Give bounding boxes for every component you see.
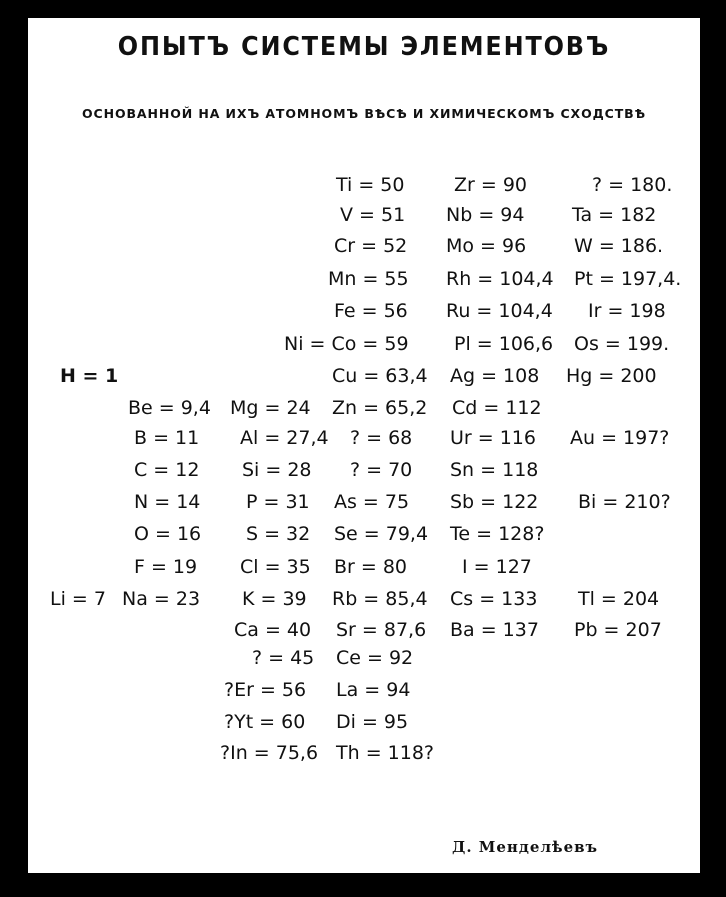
element-entry: Cr = 52 <box>334 235 408 257</box>
element-entry: Sb = 122 <box>450 491 539 513</box>
element-entry: Tl = 204 <box>578 588 660 610</box>
element-entry: H = 1 <box>60 365 119 387</box>
element-entry: Ru = 104,4 <box>446 300 553 322</box>
element-entry: P = 31 <box>246 491 310 513</box>
document-page <box>28 18 700 873</box>
element-entry: O = 16 <box>134 523 202 545</box>
element-entry: I = 127 <box>462 556 532 578</box>
signature: Д. Менделѣевъ <box>452 838 599 856</box>
element-entry: ?Yt = 60 <box>224 711 306 733</box>
document-title: ОПЫТЪ СИСТЕМЫ ЭЛЕМЕНТОВЪ <box>117 32 611 62</box>
element-entry: Ir = 198 <box>588 300 666 322</box>
element-entry: Se = 79,4 <box>334 523 429 545</box>
element-entry: La = 94 <box>336 679 411 701</box>
element-entry: F = 19 <box>134 556 198 578</box>
element-entry: Ba = 137 <box>450 619 539 641</box>
element-entry: Hg = 200 <box>566 365 657 387</box>
element-entry: Te = 128? <box>450 523 545 545</box>
element-entry: Li = 7 <box>50 588 106 610</box>
element-entry: Ag = 108 <box>450 365 540 387</box>
element-entry: Rh = 104,4 <box>446 268 554 290</box>
element-entry: Cl = 35 <box>240 556 311 578</box>
element-entry: Sr = 87,6 <box>336 619 427 641</box>
element-entry: Os = 199. <box>574 333 670 355</box>
element-entry: ? = 70 <box>350 459 413 481</box>
element-entry: Cs = 133 <box>450 588 538 610</box>
element-entry: Pl = 106,6 <box>454 333 554 355</box>
element-entry: Au = 197? <box>570 427 670 449</box>
element-entry: Br = 80 <box>334 556 408 578</box>
element-entry: ?Er = 56 <box>224 679 307 701</box>
element-entry: Nb = 94 <box>446 204 525 226</box>
element-entry: Th = 118? <box>336 742 434 764</box>
element-entry: Zr = 90 <box>454 174 528 196</box>
element-entry: Mg = 24 <box>230 397 311 419</box>
element-entry: ? = 68 <box>350 427 413 449</box>
element-entry: Na = 23 <box>122 588 201 610</box>
element-entry: Ce = 92 <box>336 647 414 669</box>
element-entry: ?In = 75,6 <box>220 742 319 764</box>
element-entry: Bi = 210? <box>578 491 671 513</box>
element-entry: Zn = 65,2 <box>332 397 428 419</box>
element-entry: Rb = 85,4 <box>332 588 428 610</box>
element-entry: ? = 45 <box>252 647 315 669</box>
element-entry: V = 51 <box>340 204 406 226</box>
element-entry: Al = 27,4 <box>240 427 329 449</box>
element-entry: Di = 95 <box>336 711 409 733</box>
element-entry: S = 32 <box>246 523 311 545</box>
element-entry: Ca = 40 <box>234 619 312 641</box>
document-subtitle: ОСНОВАННОЙ НА ИХЪ АТОМНОМЪ ВѢСѢ И ХИМИЧЕСКОМЪ СХОДСТВѢ <box>82 106 646 121</box>
element-entry: Mn = 55 <box>328 268 409 290</box>
element-entry: Ni = Co = 59 <box>284 333 409 355</box>
element-entry: Ur = 116 <box>450 427 536 449</box>
element-entry: ? = 180. <box>592 174 673 196</box>
element-entry: N = 14 <box>134 491 201 513</box>
element-entry: Be = 9,4 <box>128 397 211 419</box>
element-entry: Pt = 197,4. <box>574 268 682 290</box>
element-entry: Sn = 118 <box>450 459 539 481</box>
element-entry: C = 12 <box>134 459 200 481</box>
element-entry: Si = 28 <box>242 459 312 481</box>
element-entry: Ti = 50 <box>336 174 405 196</box>
element-entry: Cd = 112 <box>452 397 542 419</box>
element-entry: Pb = 207 <box>574 619 662 641</box>
element-entry: B = 11 <box>134 427 200 449</box>
element-entry: As = 75 <box>334 491 410 513</box>
element-entry: Fe = 56 <box>334 300 408 322</box>
element-entry: K = 39 <box>242 588 307 610</box>
element-entry: W = 186. <box>574 235 664 257</box>
element-entry: Mo = 96 <box>446 235 527 257</box>
element-entry: Cu = 63,4 <box>332 365 428 387</box>
element-entry: Ta = 182 <box>572 204 657 226</box>
